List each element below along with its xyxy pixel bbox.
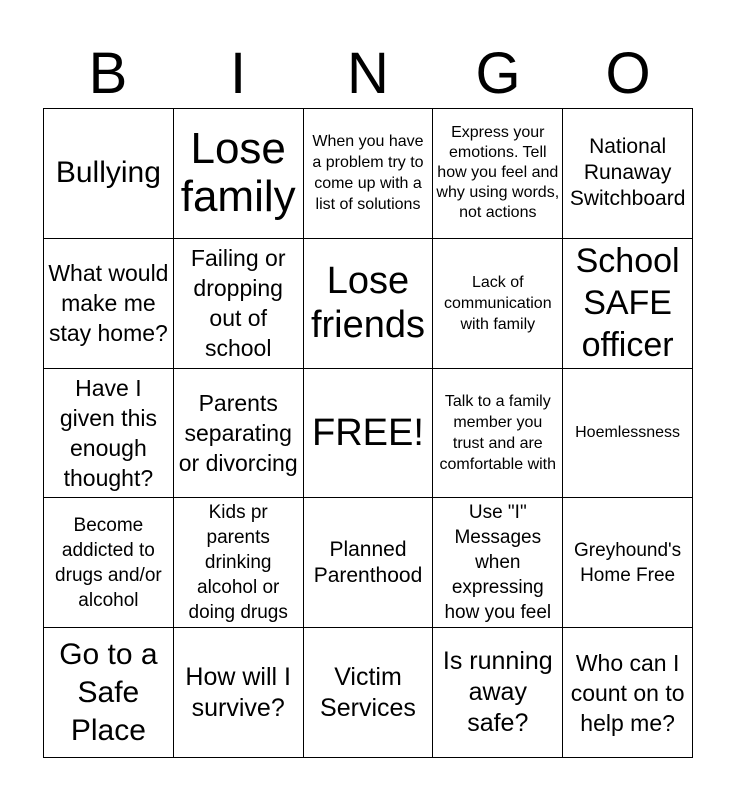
header-letter-g: G <box>475 41 521 106</box>
cell-text: Talk to a family member you trust and are comfortable with <box>439 392 557 473</box>
cell-text: Is running away safe? <box>442 647 553 738</box>
cell-text: Lack of communication with family <box>443 273 552 333</box>
bingo-cell[interactable] <box>44 498 174 628</box>
cell-text: Go to a Safe Place <box>59 637 158 747</box>
header-letter-o: O <box>605 41 651 106</box>
bingo-cell[interactable] <box>174 628 304 758</box>
bingo-cell[interactable] <box>44 109 174 239</box>
bingo-cell[interactable] <box>563 109 693 239</box>
bingo-cell[interactable] <box>174 369 304 499</box>
bingo-cell[interactable] <box>433 239 563 369</box>
header-letter-n: N <box>347 41 389 106</box>
bingo-cell[interactable] <box>304 498 434 628</box>
cell-text: Planned Parenthood <box>313 537 423 587</box>
cell-text: Have I given this enough thought? <box>59 374 157 491</box>
cell-text: Failing or dropping out of school <box>190 245 286 362</box>
cell-text: National Runaway Switchboard <box>569 135 686 211</box>
cell-text: What would make me stay home? <box>48 260 169 347</box>
bingo-cell[interactable] <box>304 109 434 239</box>
bingo-cell[interactable] <box>174 109 304 239</box>
bingo-card-grid <box>43 108 693 758</box>
cell-text: When you have a problem try to come up with a list of solutions <box>312 133 424 214</box>
cell-text: Lose family <box>180 124 296 222</box>
bingo-cell[interactable] <box>304 369 434 499</box>
bingo-cell[interactable] <box>174 498 304 628</box>
bingo-cell[interactable] <box>433 369 563 499</box>
cell-text: Who can I count on to help me? <box>570 649 685 736</box>
cell-text: Use "I" Messages when expressing how you feel <box>444 502 552 624</box>
cell-text: Greyhound's Home Free <box>574 539 682 586</box>
bingo-cell[interactable] <box>304 628 434 758</box>
cell-text: School SAFE officer <box>575 242 680 365</box>
bingo-header <box>43 40 693 108</box>
header-letter-b: B <box>88 41 128 106</box>
cell-text: Victim Services <box>320 662 416 722</box>
bingo-cell[interactable] <box>44 369 174 499</box>
bingo-cell[interactable] <box>433 498 563 628</box>
cell-text: Lose friends <box>310 260 426 347</box>
cell-text: Bullying <box>55 156 161 190</box>
bingo-cell[interactable] <box>174 239 304 369</box>
header-letter-i: I <box>229 41 247 106</box>
bingo-cell[interactable] <box>563 498 693 628</box>
cell-text: Kids pr parents drinking alcohol or doing drugs <box>188 502 288 624</box>
bingo-cell[interactable] <box>304 239 434 369</box>
free-space: FREE! <box>312 411 424 454</box>
bingo-cell[interactable] <box>433 628 563 758</box>
bingo-cell[interactable] <box>433 109 563 239</box>
bingo-cell[interactable] <box>563 239 693 369</box>
cell-text: How will I survive? <box>185 662 291 722</box>
cell-text: Parents separating or divorcing <box>178 389 298 476</box>
bingo-cell[interactable] <box>563 369 693 499</box>
bingo-cell[interactable] <box>44 239 174 369</box>
cell-text: Express your emotions. Tell how you feel and why using words, not actions <box>436 124 560 222</box>
cell-text: Become addicted to drugs and/or alcohol <box>55 514 162 611</box>
bingo-cell[interactable] <box>44 628 174 758</box>
cell-text: Hoemlessness <box>575 424 681 442</box>
bingo-cell[interactable] <box>563 628 693 758</box>
